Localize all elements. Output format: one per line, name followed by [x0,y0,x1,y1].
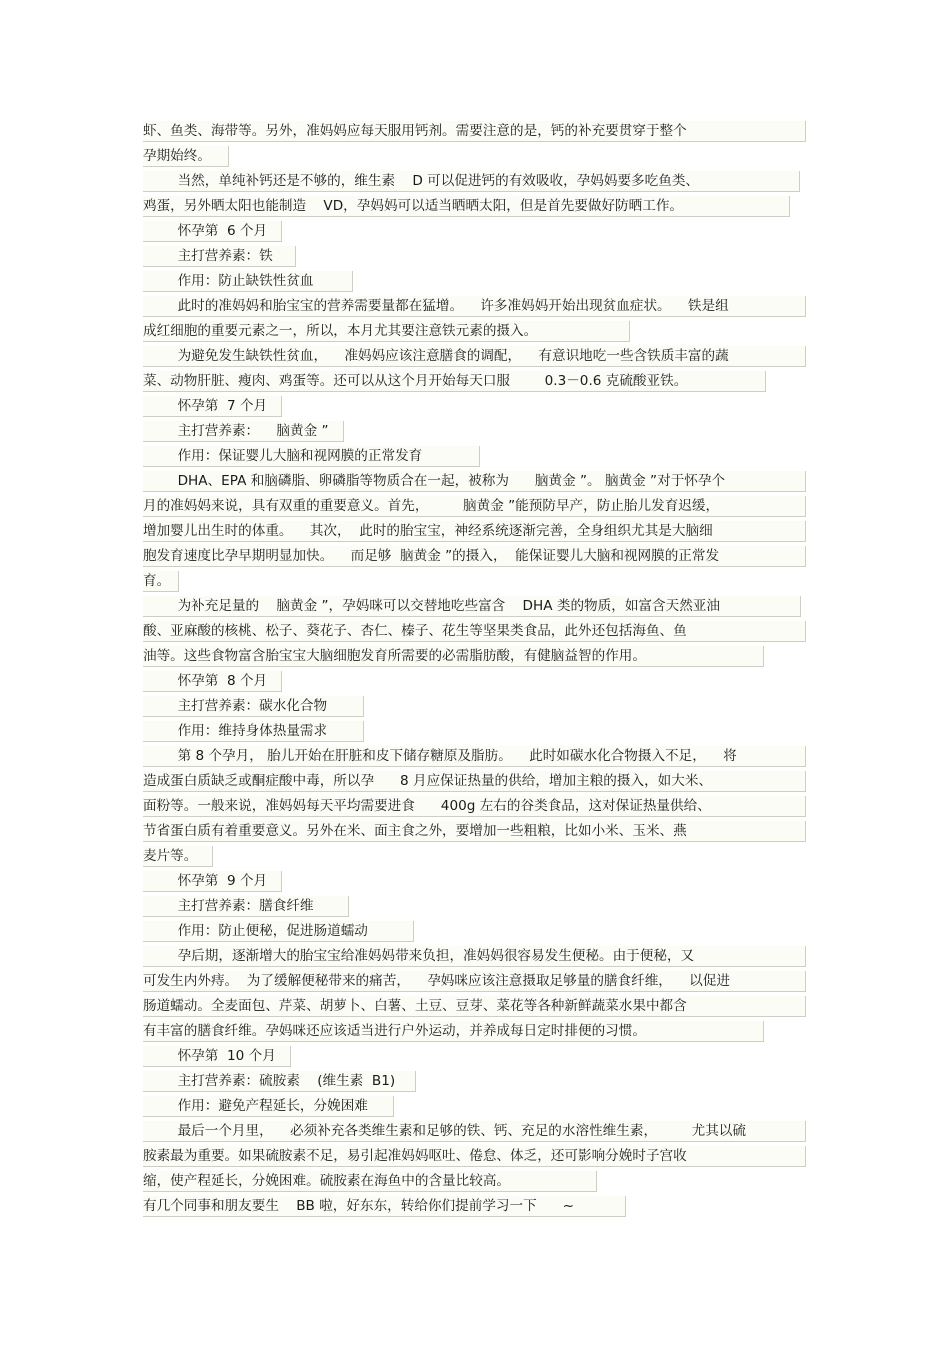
text-line: 造成蛋白质缺乏或酮症酸中毒，所以孕 8 月应保证热量的供给，增加主粮的摄入，如大米、 [143,771,806,792]
text-line: 缩，使产程延长，分娩困难。硫胺素在海鱼中的含量比较高。 [143,1171,597,1192]
text-line: 怀孕第 7 个月 [143,396,282,417]
text-line: 虾、鱼类、海带等。另外，准妈妈应每天服用钙剂。需要注意的是，钙的补充要贯穿于整个 [143,121,806,142]
text-line: 肠道蠕动。全麦面包、芹菜、胡萝卜、白薯、土豆、豆芽、菜花等各种新鲜蔬菜水果中都含 [143,996,806,1017]
text-line: 作用：维持身体热量需求 [143,721,364,742]
text-line: 最后一个月里， 必须补充各类维生素和足够的铁、钙、充足的水溶性维生素， 尤其以硫 [143,1121,806,1142]
text-line: 孕后期，逐渐增大的胎宝宝给准妈妈带来负担，准妈妈很容易发生便秘。由于便秘，又 [143,946,806,967]
text-line: 为补充足量的 脑黄金 ”，孕妈咪可以交替地吃些富含 DHA 类的物质，如富含天然亚油 [143,596,801,617]
text-line: 月的准妈妈来说，具有双重的重要意义。首先， 脑黄金 ”能预防早产，防止胎儿发育迟缓， [143,496,806,517]
text-line: 此时的准妈妈和胎宝宝的营养需要量都在猛增。 许多准妈妈开始出现贫血症状。 铁是组 [143,296,806,317]
text-line: 节省蛋白质有着重要意义。另外在米、面主食之外，要增加一些粗粮，比如小米、玉米、燕 [143,821,806,842]
text-line: 怀孕第 6 个月 [143,221,282,242]
text-line: 怀孕第 10 个月 [143,1046,291,1067]
text-line: 怀孕第 9 个月 [143,871,282,892]
text-line: 成红细胞的重要元素之一，所以，本月尤其要注意铁元素的摄入。 [143,321,630,342]
text-line: 为避免发生缺铁性贫血， 准妈妈应该注意膳食的调配， 有意识地吃一些含铁质丰富的蔬 [143,346,806,367]
text-line: 当然，单纯补钙还是不够的，维生素 D 可以促进钙的有效吸收，孕妈妈要多吃鱼类、 [143,171,800,192]
text-line: 菜、动物肝脏、瘦肉、鸡蛋等。还可以从这个月开始每天口服 0.3－0.6 克硫酸亚铁。 [143,371,766,392]
text-line: 主打营养素：硫胺素 (维生素 B1) [143,1071,416,1092]
text-line: 有丰富的膳食纤维。孕妈咪还应该适当进行户外运动，并养成每日定时排便的习惯。 [143,1021,764,1042]
text-line: 作用：防止便秘，促进肠道蠕动 [143,921,414,942]
text-line: 油等。这些食物富含胎宝宝大脑细胞发育所需要的必需脂肪酸，有健脑益智的作用。 [143,646,764,667]
text-line: 主打营养素：碳水化合物 [143,696,364,717]
text-line: 可发生内外痔。 为了缓解便秘带来的痛苦， 孕妈咪应该注意摄取足够量的膳食纤维， 以促进 [143,971,806,992]
text-line: 作用：防止缺铁性贫血 [143,271,353,292]
text-line: 作用：保证婴儿大脑和视网膜的正常发育 [143,446,480,467]
text-line: 第 8 个孕月， 胎儿开始在肝脏和皮下储存糖原及脂肪。 此时如碳水化合物摄入不足， 将 [143,746,806,767]
text-line: 胞发育速度比孕早期明显加快。 而足够 脑黄金 ”的摄入， 能保证婴儿大脑和视网膜的正常发 [143,546,806,567]
text-line: 增加婴儿出生时的体重。 其次， 此时的胎宝宝，神经系统逐渐完善，全身组织尤其是大脑细 [143,521,806,542]
text-line: 孕期始终。 [143,146,229,167]
text-line: 主打营养素：铁 [143,246,296,267]
text-line: 麦片等。 [143,846,213,867]
text-line: 面粉等。一般来说，准妈妈每天平均需要进食 400g 左右的谷类食品，这对保证热量供给、 [143,796,806,817]
text-line: 主打营养素： 脑黄金 ” [143,421,344,442]
text-line: 胺素最为重要。如果硫胺素不足，易引起准妈妈呕吐、倦怠、体乏，还可影响分娩时子宫收 [143,1146,806,1167]
text-line: 育。 [143,571,179,592]
text-line: 酸、亚麻酸的核桃、松子、葵花子、杏仁、榛子、花生等坚果类食品，此外还包括海鱼、鱼 [143,621,806,642]
text-line: DHA、EPA 和脑磷脂、卵磷脂等物质合在一起，被称为 脑黄金 ”。 脑黄金 ”对于怀孕个 [143,471,806,492]
text-line: 怀孕第 8 个月 [143,671,282,692]
text-line: 有几个同事和朋友要生 BB 啦，好东东，转给你们提前学习一下 ~ [143,1196,626,1217]
text-line: 主打营养素：膳食纤维 [143,896,349,917]
text-line: 鸡蛋，另外晒太阳也能制造 VD，孕妈妈可以适当晒晒太阳，但是首先要做好防晒工作。 [143,196,790,217]
text-line: 作用：避免产程延长，分娩困难 [143,1096,394,1117]
